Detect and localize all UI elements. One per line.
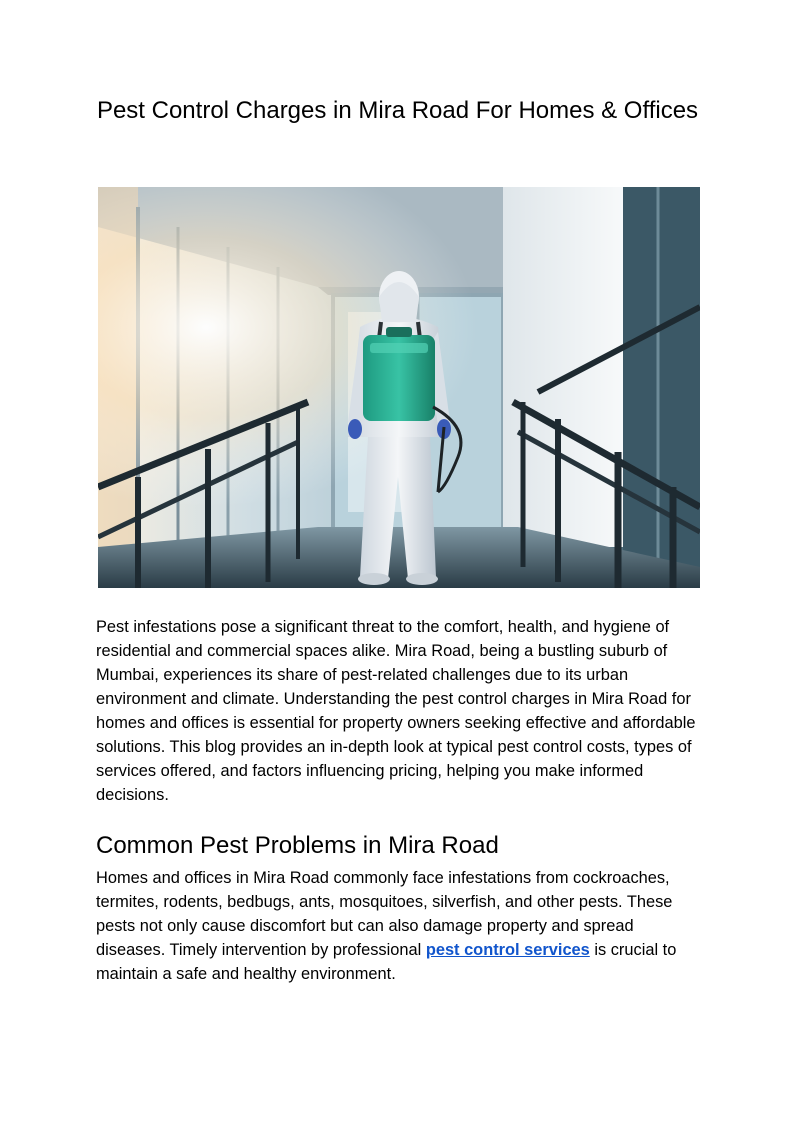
pest-control-worker-illustration <box>98 187 700 588</box>
hero-image <box>98 187 700 588</box>
section-text-after-link: is crucial to maintain a safe and healthy environment. <box>96 941 677 983</box>
page-title: Pest Control Charges in Mira Road For Homes & Offices <box>96 97 699 124</box>
pest-control-services-link[interactable]: pest control services <box>425 941 590 959</box>
intro-paragraph: Pest infestations pose a significant threat to the comfort, health, and hygiene of residential and commercial spaces alike. Mira Road, being a bustling suburb of Mumbai, experiences its share of pest-related challenges due to its urban environment and climate. Understanding the pest control charges in Mira Road for homes and offices is essential for property owners seeking effective and affordable solutions. This blog provides an in-depth look at typical pest control costs, types of services offered, and factors influencing pricing, helping you make informed decisions. <box>96 618 696 804</box>
section-paragraph <box>96 866 706 986</box>
section-text-before-link: Homes and offices in Mira Road commonly face infestations from cockroaches, termites, rodents, bedbugs, ants, mosquitoes, silverfish, and other pests. These pests not only cause discomfort but can also damage property and spread diseases. Timely intervention by professional <box>96 869 673 959</box>
section-heading: Common Pest Problems in Mira Road <box>96 832 499 859</box>
